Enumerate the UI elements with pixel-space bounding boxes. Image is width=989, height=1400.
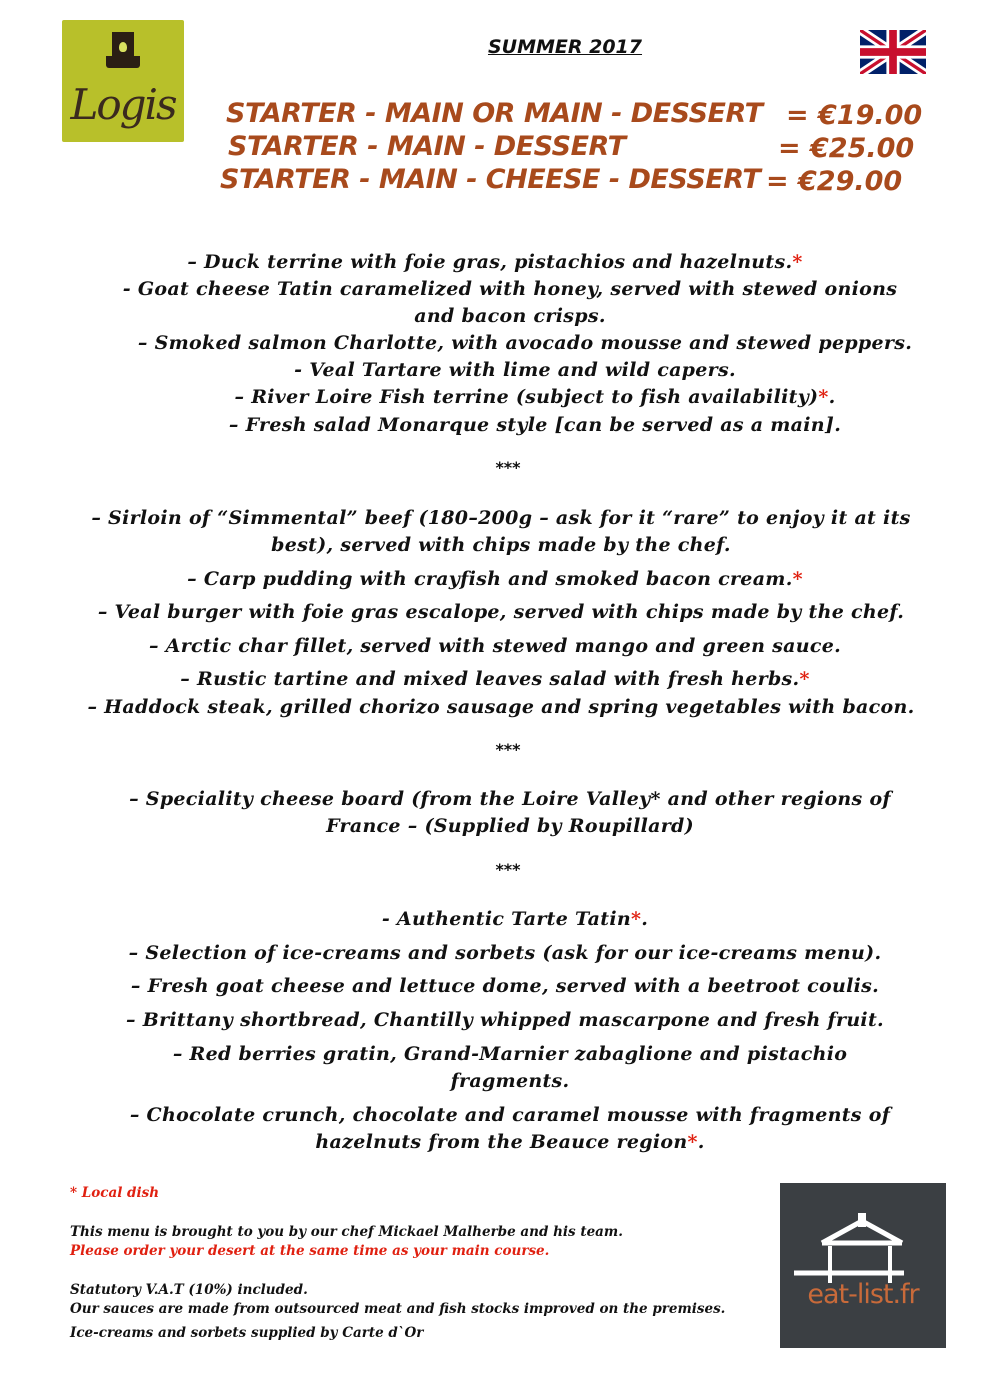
formula-price-2: = €25.00 <box>778 133 915 164</box>
main-item: – Arctic char fillet, served with stewed mango and green sauce. <box>148 635 842 657</box>
main-item: – Carp pudding with crayfish and smoked bacon cream.* <box>187 568 803 590</box>
main-item: – Rustic tartine and mixed leaves salad with fresh herbs.* <box>180 668 810 690</box>
starter-item: – River Loire Fish terrine (subject to fish availability)*. <box>234 386 836 408</box>
logo-text: Logis <box>70 80 176 129</box>
local-dish-note: * Local dish <box>70 1185 160 1201</box>
cheese-item: – Speciality cheese board (from the Loire Valley* and other regions of France – (Supplied by Roupillard) <box>129 788 891 837</box>
chef-note: This menu is brought to you by our chef Mickael Malherbe and his team. <box>70 1224 623 1240</box>
dessert-item: – Chocolate crunch, chocolate and caramel mousse with fragments of hazelnuts from the Beauce region*. <box>129 1104 891 1153</box>
formula-label-2: STARTER - MAIN - DESSERT <box>228 131 626 162</box>
formula-label-1: STARTER - MAIN OR MAIN - DESSERT <box>226 98 763 129</box>
house-icon <box>794 1213 904 1283</box>
dessert-item: - Authentic Tarte Tatin*. <box>381 908 649 930</box>
main-item: – Haddock steak, grilled chorizo sausage and spring vegetables with bacon. <box>87 696 915 718</box>
starter-item: – Smoked salmon Charlotte, with avocado mousse and stewed peppers. <box>137 332 913 354</box>
dessert-item: – Red berries gratin, Grand-Marnier zabaglione and pistachio fragments. <box>172 1043 848 1092</box>
dessert-item: – Selection of ice-creams and sorbets (ask for our ice-creams menu). <box>128 942 882 964</box>
section-separator: *** <box>495 740 521 759</box>
sauces-note: Our sauces are made from outsourced meat and fish stocks improved on the premises. <box>70 1301 726 1317</box>
formula-label-3: STARTER - MAIN - CHEESE - DESSERT <box>220 164 761 195</box>
main-item: – Sirloin of “Simmental” beef (180–200g – ask for it “rare” to enjoy it at its best), served with chips made by the chef. <box>91 507 911 556</box>
starter-item: – Fresh salad Monarque style [can be served as a main]. <box>228 414 842 436</box>
formula-price-1: = €19.00 <box>786 100 923 131</box>
main-item: – Veal burger with foie gras escalope, served with chips made by the chef. <box>97 601 905 623</box>
section-separator: *** <box>495 860 521 879</box>
section-separator: *** <box>495 458 521 477</box>
formula-price-3: = €29.00 <box>766 166 903 197</box>
starter-item: - Veal Tartare with lime and wild capers. <box>294 359 736 381</box>
dessert-item: – Fresh goat cheese and lettuce dome, served with a beetroot coulis. <box>130 975 880 997</box>
order-note: Please order your desert at the same time as your main course. <box>70 1243 550 1259</box>
vat-note: Statutory V.A.T (10%) included. <box>70 1282 308 1298</box>
icecream-note: Ice-creams and sorbets supplied by Carte d`Or <box>70 1325 424 1341</box>
season-title: SUMMER 2017 <box>487 36 643 58</box>
dessert-item: – Brittany shortbread, Chantilly whipped mascarpone and fresh fruit. <box>126 1009 884 1031</box>
starter-item: - Goat cheese Tatin caramelized with honey, served with stewed onions and bacon crisps. <box>122 278 898 327</box>
starter-item: – Duck terrine with foie gras, pistachios and hazelnuts.* <box>187 251 803 273</box>
eat-list-badge[interactable] <box>780 1183 946 1348</box>
watermark-site: eat-list.fr <box>807 1279 919 1310</box>
